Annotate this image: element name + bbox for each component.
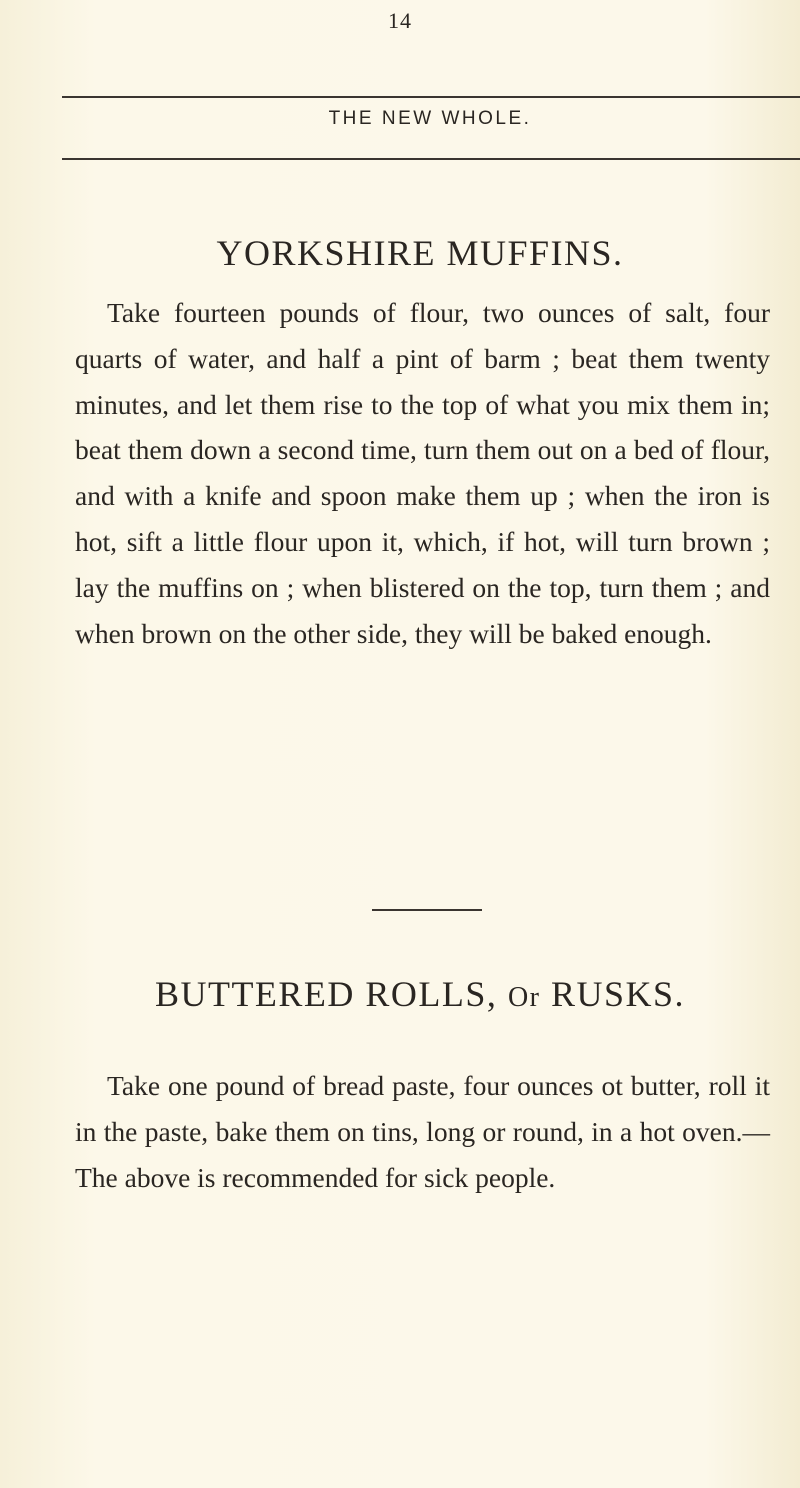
- heading-part-small-caps: Or: [507, 982, 541, 1013]
- section-heading-buttered-rolls: [0, 973, 800, 1015]
- section-body-yorkshire-muffins: Take fourteen pounds of flour, two ounces of salt, four quarts of water, and half a pint of barm ; beat them twenty minutes, and let them rise to the top of what you mix them in; beat them down a second time, turn them out on a bed of flour, and with a knife and spoon make them up ; when the iron is hot, sift a little flour upon it, which, if hot, will turn brown ; lay the muffins on ; when blistered on the top, turn them ; and when brown on the other side, they will be baked enough.: [75, 297, 770, 649]
- page-number: 14: [388, 8, 412, 33]
- header-rule-top: [62, 96, 800, 98]
- section-body-buttered-rolls: Take one pound of bread paste, four ounces ot butter, roll it in the paste, bake them on tins, long or round, in a hot oven.—The above is recommended for sick people.: [75, 1070, 770, 1193]
- section-separator: [372, 909, 482, 911]
- heading-part: BUTTERED ROLLS,: [154, 974, 508, 1014]
- header-rule-bottom: [62, 158, 800, 160]
- heading-part: RUSKS.: [540, 974, 686, 1014]
- running-head: THE NEW WHOLE.: [328, 108, 532, 129]
- section-heading-yorkshire-muffins: YORKSHIRE MUFFINS.: [216, 233, 624, 273]
